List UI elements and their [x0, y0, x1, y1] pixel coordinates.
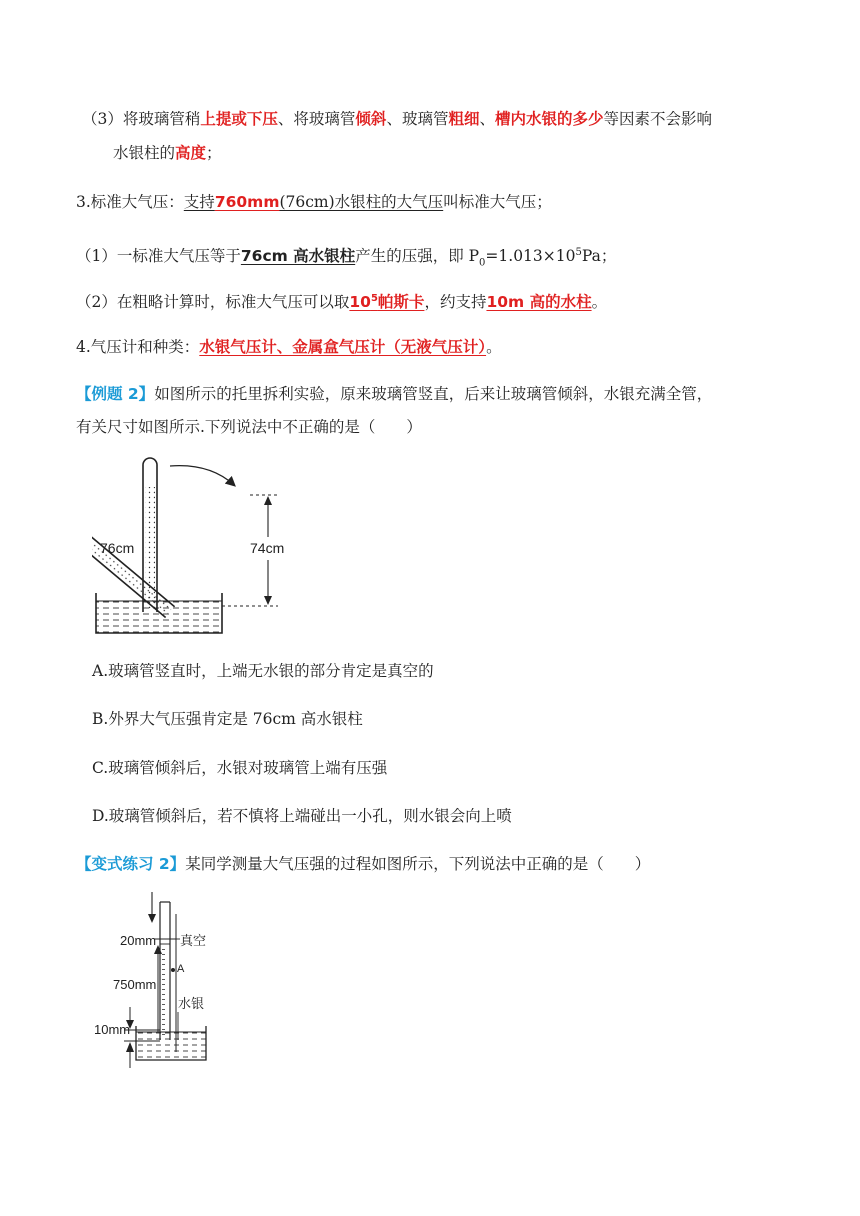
label-a: A	[177, 963, 185, 975]
variant-2-line-1: 【变式练习 2】某同学测量大气压强的过程如图所示，下列说法中正确的是（ ）	[76, 855, 651, 873]
barometer-figure	[92, 892, 222, 1068]
label-20mm: 20mm	[120, 933, 157, 948]
label-750mm: 750mm	[113, 977, 157, 992]
variant-2-tag: 【变式练习 2】	[76, 855, 186, 873]
label-74cm: 74cm	[250, 540, 285, 556]
torricelli-figure	[92, 455, 292, 637]
paragraph-1: （1）一标准大气压等于76cm 高水银柱产生的压强，即 $P_0=1.013\times 10^5Pa$；	[76, 247, 617, 269]
example-2-line-1: 【例题 2】如图所示的托里拆利实验，原来玻璃管竖直，后来让玻璃管倾斜，水银充满全管，	[76, 385, 713, 403]
label-mercury: 水银	[178, 996, 205, 1011]
option-a: A.玻璃管竖直时，上端无水银的部分肯定是真空的	[92, 662, 434, 680]
paragraph-3-line-2: 水银柱的高度；	[113, 144, 222, 162]
label-10mm: 10mm	[94, 1022, 131, 1037]
option-b: B.外界大气压强肯定是 76cm 高水银柱	[92, 710, 363, 728]
paragraph-2: （2）在粗略计算时，标准大气压可以取$10^5$帕斯卡，约支持10m 高的水柱。	[76, 293, 608, 312]
example-2-tag: 【例题 2】	[76, 385, 155, 403]
option-c: C.玻璃管倾斜后，水银对玻璃管上端有压强	[92, 759, 388, 777]
option-d: D.玻璃管倾斜后，若不慎将上端碰出一小孔，则水银会向上喷	[92, 807, 512, 825]
barometer-types: 4.气压计和种类：水银气压计、金属盒气压计（无液气压计）。	[76, 338, 502, 356]
paragraph-3-line-1: （3）将玻璃管稍上提或下压、将玻璃管倾斜、玻璃管粗细、槽内水银的多少等因素不会影响	[82, 110, 713, 128]
standard-pressure-heading: 3.标准大气压：支持760mm(76cm)水银柱的大气压叫标准大气压；	[76, 193, 552, 211]
label-vacuum: 真空	[180, 933, 207, 948]
rotation-arrow	[170, 466, 234, 485]
label-76cm: 76cm	[100, 540, 135, 556]
example-2-line-2: 有关尺寸如图所示.下列说法中不正确的是（ ）	[76, 418, 422, 436]
